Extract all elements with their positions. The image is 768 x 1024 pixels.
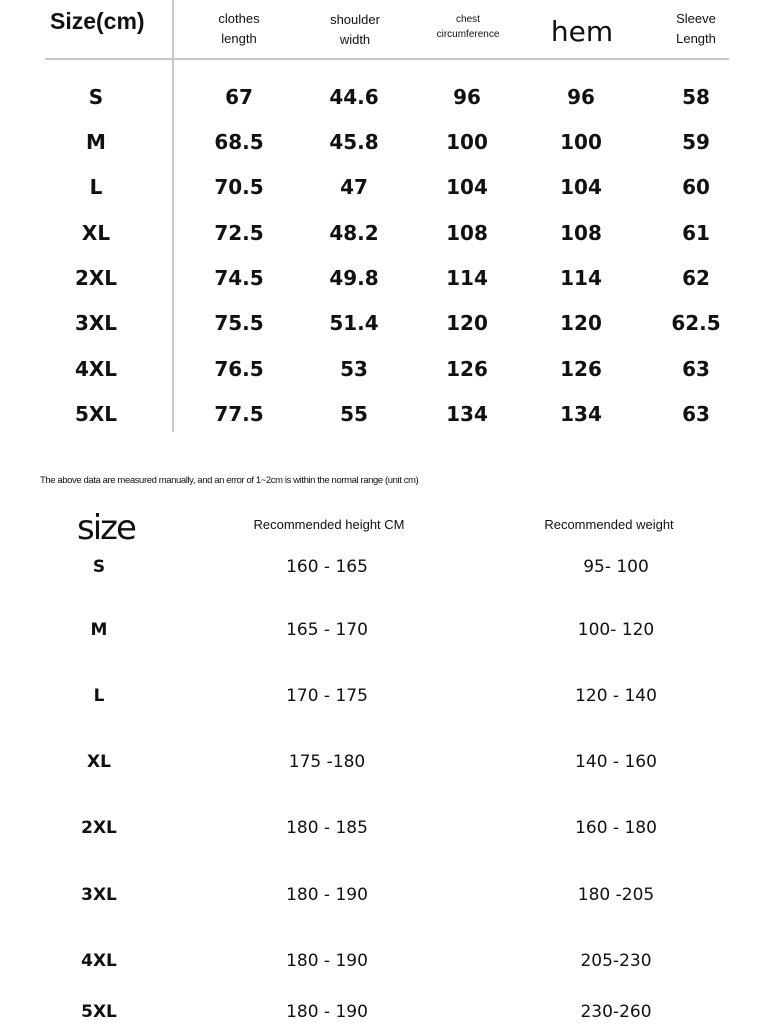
column-header-hem	[551, 17, 613, 47]
measure-cell: 75.5	[214, 311, 264, 335]
header-line: length	[221, 31, 257, 46]
header-divider	[45, 58, 729, 60]
measure-cell: 74.5	[214, 266, 264, 290]
measure-cell: 70.5	[214, 175, 264, 199]
recommend-size-label: M	[90, 620, 108, 640]
size-label: S	[88, 85, 104, 109]
measure-cell: 51.4	[329, 311, 379, 335]
recommended-height-value: 180 - 190	[286, 951, 368, 971]
recommended-weight-value: 230-260	[580, 1002, 652, 1022]
measurement-note: The above data are measured manually, and an error of 1~2cm is within the normal range (unit cm)	[40, 475, 419, 486]
measure-cell: 96	[453, 85, 481, 109]
recommend-size-label: 4XL	[81, 951, 117, 971]
recommended-height-value: 170 - 175	[286, 686, 368, 706]
size-column-divider	[172, 0, 174, 432]
header-line: shoulder	[330, 12, 380, 27]
recommend-size-label: XL	[87, 752, 111, 772]
measure-cell: 104	[560, 175, 602, 199]
measure-cell: 134	[446, 402, 488, 426]
measure-cell: 67	[225, 85, 253, 109]
recommended-weight-value: 160 - 180	[575, 818, 657, 838]
measure-cell: 61	[682, 221, 710, 245]
measure-cell: 45.8	[329, 130, 379, 154]
measure-cell: 49.8	[329, 266, 379, 290]
column-header-sleeve-length	[676, 9, 716, 49]
size-label: L	[89, 175, 103, 199]
measure-cell: 60	[682, 175, 710, 199]
size-label: 5XL	[74, 402, 118, 426]
recommend-size-label: 3XL	[81, 885, 117, 905]
measure-cell: 48.2	[329, 221, 379, 245]
recommended-height-value: 180 - 190	[286, 885, 368, 905]
recommend-size-label: S	[92, 557, 106, 577]
measure-cell: 108	[446, 221, 488, 245]
recommended-weight-value: 140 - 160	[575, 752, 657, 772]
header-line: hem	[550, 15, 614, 48]
measure-cell: 96	[567, 85, 595, 109]
measure-cell: 63	[682, 402, 710, 426]
measure-cell: 53	[340, 357, 368, 381]
measure-cell: 126	[446, 357, 488, 381]
measure-cell: 114	[560, 266, 602, 290]
measure-cell: 134	[560, 402, 602, 426]
measure-cell: 63	[682, 357, 710, 381]
header-line: chest	[456, 14, 480, 25]
size-label: 2XL	[74, 266, 118, 290]
measure-cell: 58	[682, 85, 710, 109]
measure-cell: 47	[340, 175, 368, 199]
column-header-clothes-length	[218, 9, 259, 49]
measure-cell: 44.6	[329, 85, 379, 109]
header-line: circumference	[436, 29, 500, 40]
measure-cell: 76.5	[214, 357, 264, 381]
recommend-size-label: 2XL	[81, 818, 117, 838]
measure-cell: 72.5	[214, 221, 264, 245]
measure-cell: 68.5	[214, 130, 264, 154]
column-header-shoulder-width	[330, 10, 380, 50]
recommended-height-value: 180 - 185	[286, 818, 368, 838]
header-line: clothes	[218, 11, 260, 26]
recommended-weight-value: 95- 100	[583, 557, 649, 577]
size-label: 3XL	[74, 311, 118, 335]
column-header-chest-circumference	[437, 12, 500, 42]
recommended-weight-value: 205-230	[580, 951, 652, 971]
measure-cell: 104	[446, 175, 488, 199]
size-label: 4XL	[74, 357, 118, 381]
measure-cell: 114	[446, 266, 488, 290]
header-line: width	[339, 32, 371, 47]
measure-cell: 59	[682, 130, 710, 154]
recommend-size-label: 5XL	[81, 1002, 117, 1022]
measure-cell: 100	[560, 130, 602, 154]
recommended-height-value: 160 - 165	[286, 557, 368, 577]
measure-cell: 120	[446, 311, 488, 335]
measure-cell: 62	[682, 266, 710, 290]
recommended-height-value: 175 -180	[288, 752, 366, 772]
recommended-weight-value: 120 - 140	[575, 686, 657, 706]
measure-cell: 126	[560, 357, 602, 381]
recommended-height-value: 165 - 170	[286, 620, 368, 640]
size-label: XL	[81, 221, 111, 245]
size-label: M	[86, 130, 106, 154]
recommended-weight-value: 180 -205	[577, 885, 655, 905]
recommended-height-value: 180 - 190	[286, 1002, 368, 1022]
header-line: Length	[676, 31, 716, 46]
recommended-weight-value: 100- 120	[577, 620, 655, 640]
measure-cell: 120	[560, 311, 602, 335]
recommended-height-header: Recommended height CM	[253, 517, 405, 532]
measure-cell: 108	[560, 221, 602, 245]
header-line: Sleeve	[676, 11, 716, 26]
measure-cell: 100	[446, 130, 488, 154]
measure-cell: 62.5	[671, 311, 721, 335]
recommended-weight-header: Recommended weight	[544, 517, 674, 532]
recommend-size-label: L	[93, 686, 105, 706]
measure-cell: 55	[340, 402, 368, 426]
measure-cell: 77.5	[214, 402, 264, 426]
recommend-table-title: size	[77, 508, 135, 548]
measure-table-title: Size(cm)	[50, 8, 145, 34]
